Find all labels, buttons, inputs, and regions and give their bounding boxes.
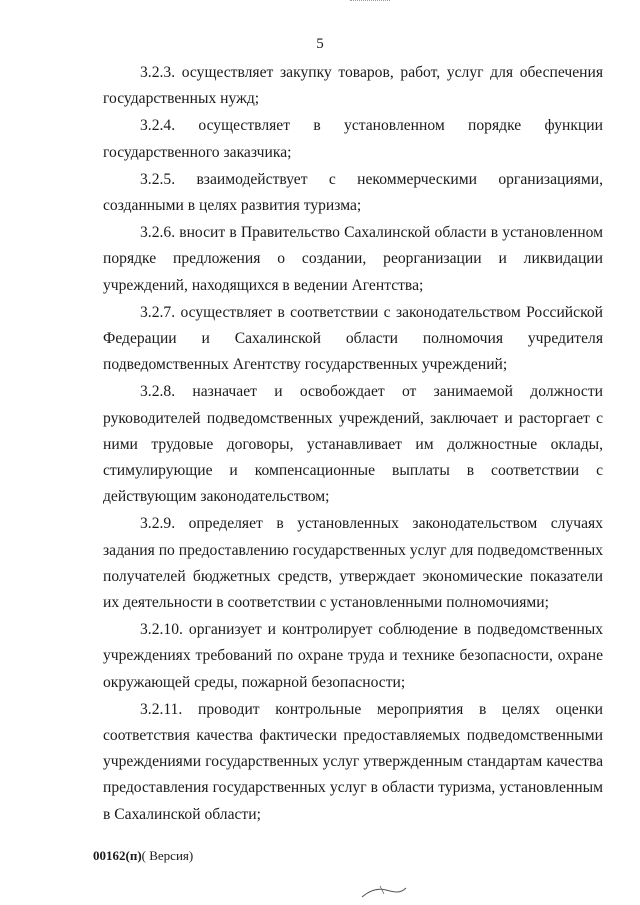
paragraph-3-2-8: 3.2.8. назначает и освобождает от занимаемой должности руководителей подведомственных учреждений, заключает и расторгает с ними трудовые договоры, устанавливает им должностные оклады, стимулирующие и компенсационные выплаты в соответствии с действующим законодательством; <box>103 383 603 506</box>
paragraph-3-2-7: 3.2.7. осуществляет в соответствии с законодательством Российской Федерации и Сахалинской области полномочия учредителя подведомственных Агентству государственных учреждений; <box>103 303 603 374</box>
document-code: 00162(п) <box>93 848 142 863</box>
paragraph-3-2-11: 3.2.11. проводит контрольные мероприятия в целях оценки соответствия качества фактически предоставляемых подведомственными учреждениями государственных услуг утвержденным стандартам качества предоставления государственных услуг в области туризма, установленным в Сахалинской области; <box>103 700 603 823</box>
document-footer <box>93 848 193 864</box>
paragraph-3-2-5: 3.2.5. взаимодействует с некоммерческими организациями, созданными в целях развития туризма; <box>103 170 603 215</box>
paragraph-3-2-10: 3.2.10. организует и контролирует соблюдение в подведомственных учреждениях требований по охране труда и технике безопасности, охране окружающей среды, пожарной безопасности; <box>103 621 603 691</box>
paragraph-3-2-4: 3.2.4. осуществляет в установленном порядке функции государственного заказчика; <box>103 117 603 161</box>
handwritten-mark-icon <box>360 882 410 902</box>
paragraph-3-2-9: 3.2.9. определяет в установленных законодательством случаях задания по предоставлению государственных услуг для подведомственных получателей бюджетных средств, утверждает экономические показатели их деятельности в соответствии с установленными полномочиями; <box>103 515 604 612</box>
paragraph-3-2-6: 3.2.6. вносит в Правительство Сахалинской области в установленном порядке предложения о создании, реорганизации и ликвидации учреждений, находящихся в ведении Агентства; <box>103 224 603 294</box>
page-number: 5 <box>316 36 324 52</box>
document-version: ( Версия) <box>141 848 194 863</box>
document-body <box>103 60 603 828</box>
top-edge-mark <box>350 0 390 4</box>
paragraph-3-2-3: 3.2.3. осуществляет закупку товаров, работ, услуг для обеспечения государственных нужд; <box>103 64 603 108</box>
